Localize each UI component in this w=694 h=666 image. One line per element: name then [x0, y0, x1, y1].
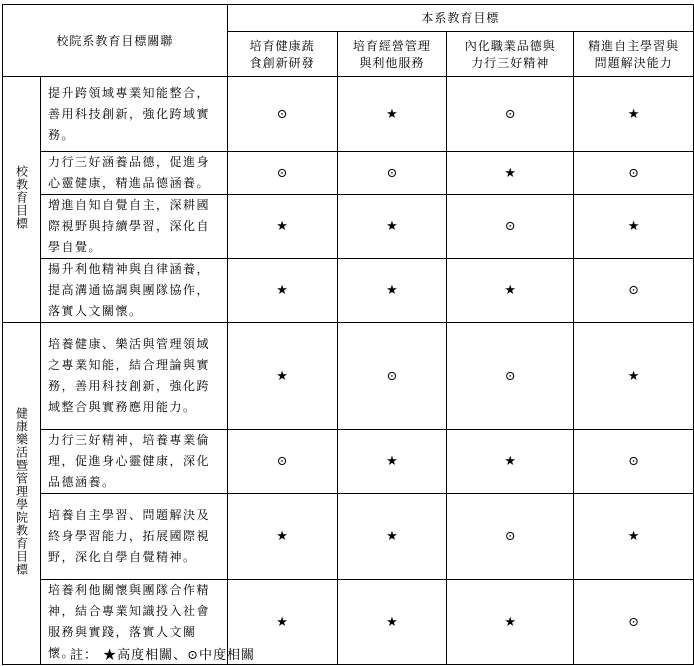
relation-table [2, 4, 694, 665]
corner-header: 校院系教育目標關聯 [3, 5, 228, 77]
goal-text: 提升跨領域專業知能整合，善用科技創新，強化跨域實務。 [40, 77, 227, 152]
footnote: 註： ★高度相關、⊙中度相關 [70, 648, 256, 663]
table-row [3, 152, 694, 195]
relation-mark: ⊙ [574, 430, 694, 494]
relation-mark: ★ [337, 77, 447, 152]
relation-mark: ★ [227, 259, 337, 323]
goal-text: 揚升利他精神與自律涵養，提高溝通協調與團隊協作，落實人文關懷。 [40, 259, 227, 323]
relation-mark: ★ [337, 195, 447, 259]
relation-mark: ★ [337, 430, 447, 494]
relation-mark: ⊙ [227, 77, 337, 152]
relation-mark: ★ [337, 580, 447, 665]
relation-mark: ★ [574, 77, 694, 152]
goal-text: 增進自知自覺自主，深耕國際視野與持續學習，深化自學自覺。 [40, 195, 227, 259]
relation-mark: ⊙ [447, 494, 574, 580]
relation-mark: ⊙ [574, 580, 694, 665]
table-row [3, 494, 694, 580]
table-row [3, 323, 694, 430]
relation-mark: ⊙ [227, 430, 337, 494]
relation-mark: ★ [447, 580, 574, 665]
column-header-3: 內化職業品德與 力行三好精神 [447, 32, 574, 77]
relation-mark: ⊙ [337, 152, 447, 195]
group-label-school: 校教育目標 [3, 77, 41, 323]
relation-mark: ⊙ [447, 77, 574, 152]
relation-mark: ★ [447, 430, 574, 494]
relation-mark: ⊙ [574, 152, 694, 195]
table-row [3, 77, 694, 152]
column-header-1: 培育健康蔬 食創新研發 [227, 32, 337, 77]
relation-mark: ★ [227, 323, 337, 430]
table-row [3, 195, 694, 259]
goal-text: 力行三好精神，培養專業倫理，促進身心靈健康，深化品德涵養。 [40, 430, 227, 494]
relation-mark: ⊙ [227, 152, 337, 195]
relation-mark: ⊙ [447, 323, 574, 430]
relation-mark: ★ [447, 259, 574, 323]
goal-text: 培養自主學習、問題解決及終身學習能力，拓展國際視野，深化自學自覺精神。 [40, 494, 227, 580]
relation-mark: ★ [574, 323, 694, 430]
relation-mark: ★ [337, 494, 447, 580]
relation-mark: ★ [574, 494, 694, 580]
goal-text: 力行三好涵養品德，促進身心靈健康，精進品德涵養。 [40, 152, 227, 195]
column-header-2: 培育經營管理 與利他服務 [337, 32, 447, 77]
table-row [3, 259, 694, 323]
relation-mark: ★ [337, 259, 447, 323]
group-label-college: 健康樂活暨管理學院教育目標 [3, 323, 41, 665]
relation-mark: ★ [227, 580, 337, 665]
relation-mark: ★ [574, 195, 694, 259]
column-header-4: 精進自主學習與 問題解決能力 [574, 32, 694, 77]
goal-text: 培養健康、樂活與管理領域之專業知能，結合理論與實務，善用科技創新，強化跨域整合與實務應用能力。 [40, 323, 227, 430]
relation-mark: ★ [447, 152, 574, 195]
relation-mark: ⊙ [447, 195, 574, 259]
relation-mark: ⊙ [574, 259, 694, 323]
relation-mark: ★ [227, 494, 337, 580]
relation-mark: ★ [227, 195, 337, 259]
table-row [3, 430, 694, 494]
program-goals-header: 本系教育目標 [227, 5, 693, 32]
goal-text: 培養利他關懷與團隊合作精神，結合專業知識投入社會服務與實踐，落實人文關懷。 [40, 580, 227, 665]
relation-mark: ⊙ [337, 323, 447, 430]
